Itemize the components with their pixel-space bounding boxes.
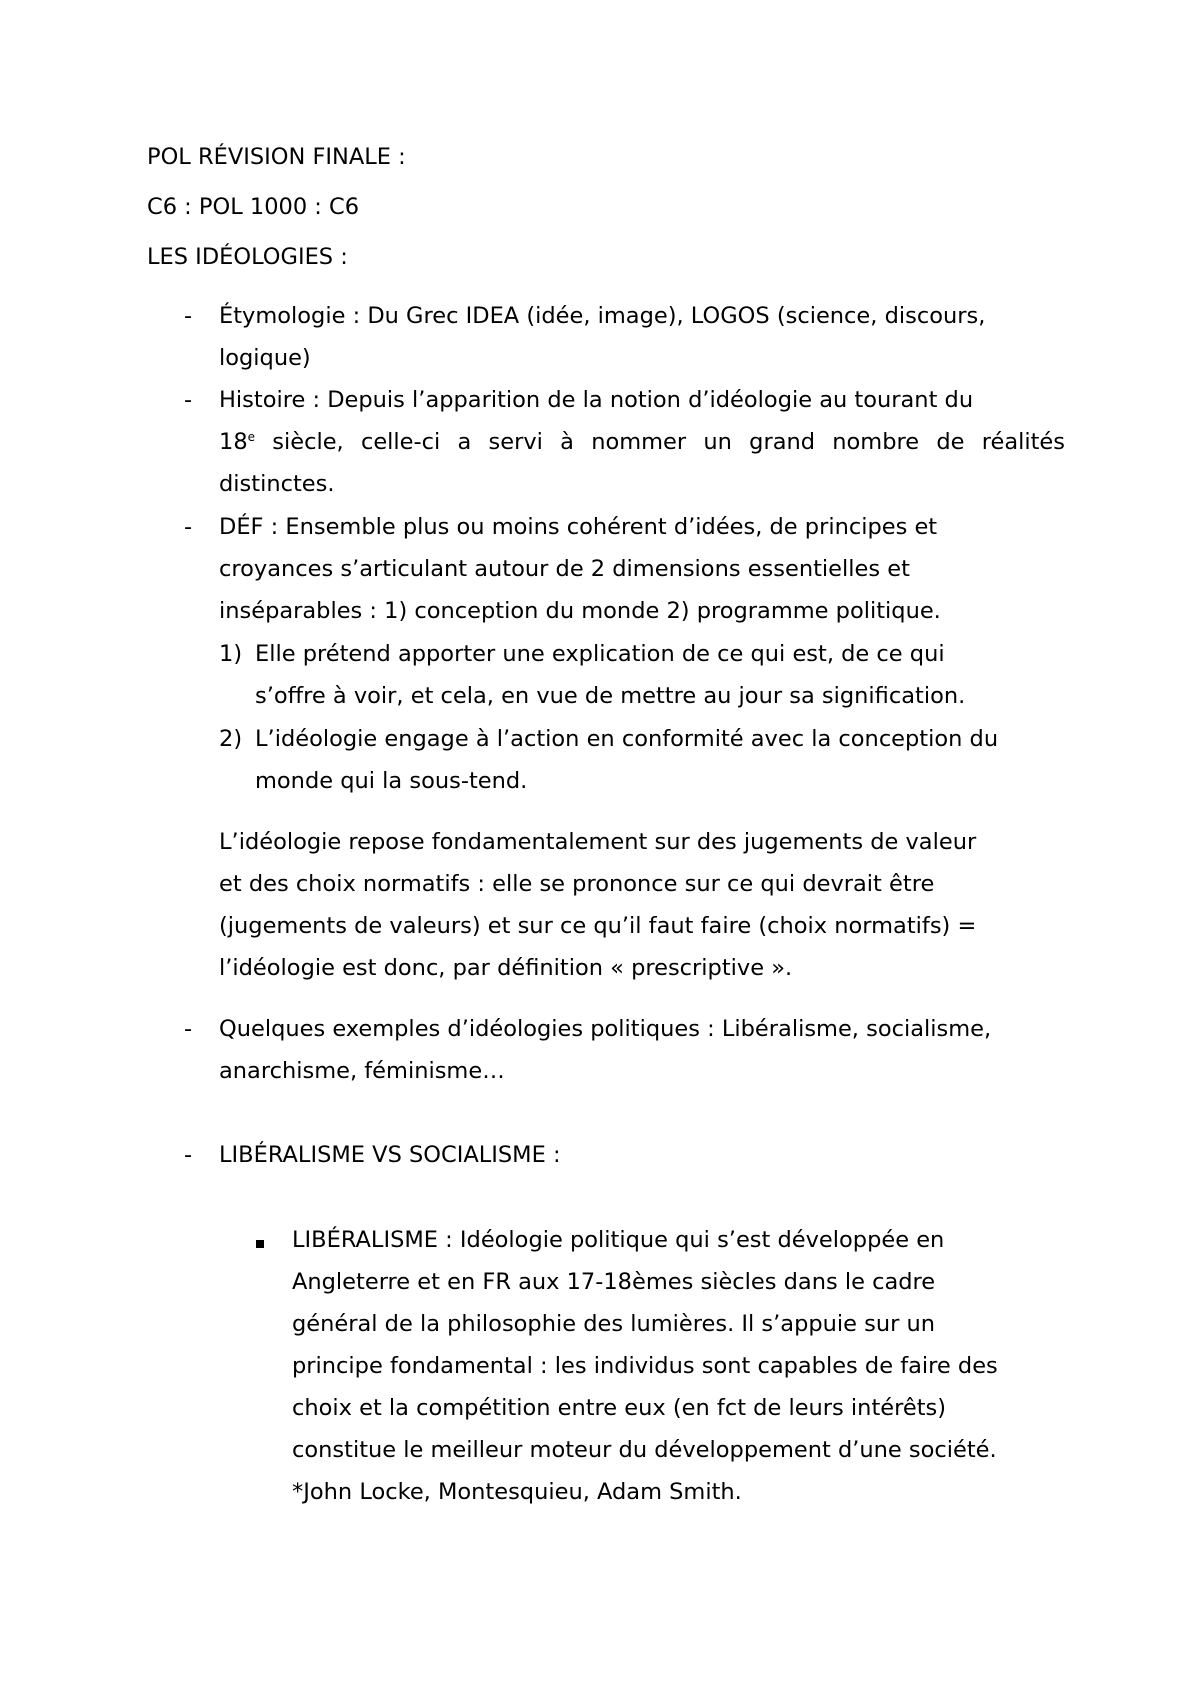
paragraph-line-3: (jugements de valeurs) et sur ce qu’il faut faire (choix normatifs) = [219, 913, 977, 939]
document-title: POL RÉVISION FINALE : [147, 144, 406, 170]
examples-line-1: Quelques exemples d’idéologies politiques : Libéralisme, socialisme, [219, 1016, 992, 1042]
liberalism-line-4: principe fondamental : les individus sont capables de faire des [292, 1353, 998, 1379]
definition-line-1: DÉF : Ensemble plus ou moins cohérent d’idées, de principes et [219, 514, 938, 540]
paragraph-line-1: L’idéologie repose fondamentalement sur des jugements de valeur [219, 829, 977, 855]
definition-line-2: croyances s’articulant autour de 2 dimensions essentielles et [219, 556, 910, 582]
histoire-line-2 [219, 428, 1065, 456]
course-code: C6 : POL 1000 : C6 [147, 194, 360, 220]
liberalism-line-3: général de la philosophie des lumières. Il s’appuie sur un [292, 1311, 936, 1337]
liberalism-line-7: *John Locke, Montesquieu, Adam Smith. [292, 1479, 742, 1505]
histoire-line-2-text: siècle, celle-ci a servi à nommer un grand nombre de réalités [255, 429, 1065, 455]
numbered-item-2-line-1: L’idéologie engage à l’action en conformité avec la conception du [255, 726, 999, 752]
bullet-dash: - [184, 1016, 193, 1042]
century-superscript: e [247, 430, 256, 444]
numbered-item-1-line-2: s’offre à voir, et cela, en vue de mettre au jour sa signification. [255, 683, 966, 709]
comparison-heading: LIBÉRALISME VS SOCIALISME : [219, 1142, 561, 1168]
section-heading: LES IDÉOLOGIES : [147, 244, 348, 270]
century-number: 18 [219, 429, 248, 455]
numbered-item-2-line-2: monde qui la sous-tend. [255, 768, 528, 794]
numbered-item-1-line-1: Elle prétend apporter une explication de ce qui est, de ce qui [255, 641, 945, 667]
paragraph-line-4: l’idéologie est donc, par définition « prescriptive ». [219, 955, 793, 981]
numbered-marker-1: 1) [219, 641, 243, 667]
bullet-dash: - [184, 303, 193, 329]
examples-line-2: anarchisme, féminisme… [219, 1058, 505, 1084]
bullet-dash: - [184, 387, 193, 413]
definition-line-3: inséparables : 1) conception du monde 2) programme politique. [219, 598, 941, 624]
bullet-dash: - [184, 1142, 193, 1168]
paragraph-line-2: et des choix normatifs : elle se prononce sur ce qui devrait être [219, 871, 935, 897]
etymology-line-2: logique) [219, 345, 311, 371]
histoire-line-1: Histoire : Depuis l’apparition de la notion d’idéologie au tourant du [219, 387, 974, 413]
liberalism-line-5: choix et la compétition entre eux (en fct de leurs intérêts) [292, 1395, 947, 1421]
etymology-line-1: Étymologie : Du Grec IDEA (idée, image), LOGOS (science, discours, [219, 303, 986, 329]
liberalism-line-6: constitue le meilleur moteur du développement d’une société. [292, 1437, 997, 1463]
liberalism-line-1: LIBÉRALISME : Idéologie politique qui s’est développée en [292, 1227, 945, 1253]
square-bullet-icon [256, 1240, 264, 1248]
numbered-marker-2: 2) [219, 726, 243, 752]
histoire-line-3: distinctes. [219, 471, 335, 497]
bullet-dash: - [184, 514, 193, 540]
liberalism-line-2: Angleterre et en FR aux 17-18èmes siècles dans le cadre [292, 1269, 936, 1295]
